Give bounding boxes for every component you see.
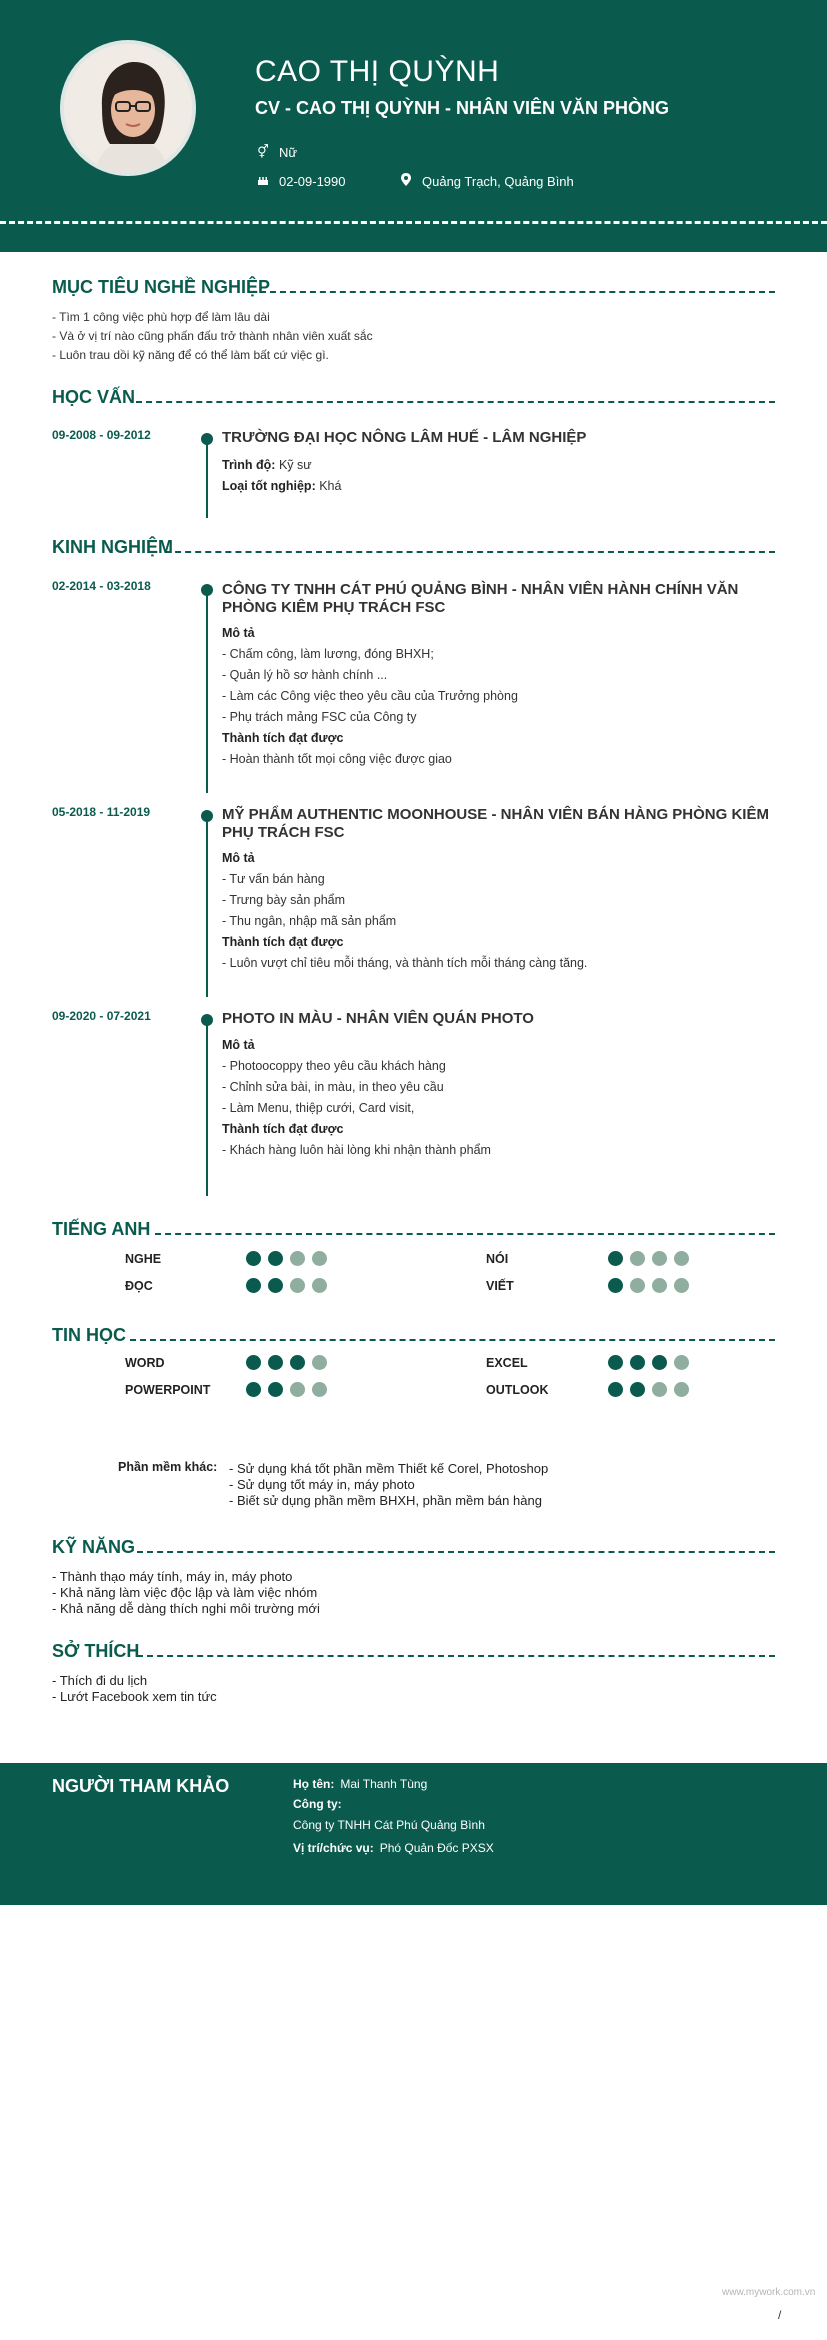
english-title: TIẾNG ANH bbox=[52, 1219, 151, 1239]
description-line: - Chấm công, làm lương, đóng BHXH; bbox=[222, 647, 434, 661]
rating-dot-filled bbox=[608, 1355, 623, 1370]
other-software-line: - Sử dụng khá tốt phần mềm Thiết kế Corel, Photoshop bbox=[229, 1461, 549, 1476]
rating-dot-filled bbox=[290, 1355, 305, 1370]
rating-dot-filled bbox=[608, 1278, 623, 1293]
achievement-label: Thành tích đạt được bbox=[222, 1122, 344, 1136]
experience-title-1: CÔNG TY TNHH CÁT PHÚ QUẢNG BÌNH - NHÂN VIÊN HÀNH CHÍNH VĂN PHÒNG KIÊM PHỤ TRÁCH FSC bbox=[222, 581, 739, 616]
it-title: TIN HỌC bbox=[52, 1325, 126, 1345]
hobbies-list bbox=[52, 1673, 217, 1705]
skill-name: WORD bbox=[125, 1356, 165, 1370]
rating-dot-filled bbox=[268, 1355, 283, 1370]
reference-position-label: Vị trí/chức vụ: bbox=[293, 1841, 374, 1855]
achievement-line: - Hoàn thành tốt mọi công việc được giao bbox=[222, 752, 452, 766]
experience-body-3 bbox=[222, 1035, 782, 1161]
education-details bbox=[222, 455, 782, 497]
rating-dot-filled bbox=[630, 1355, 645, 1370]
other-software-list bbox=[229, 1461, 548, 1509]
experience-title-3: PHOTO IN MÀU - NHÂN VIÊN QUÁN PHOTO bbox=[222, 1010, 534, 1027]
rating-dot-empty bbox=[674, 1251, 689, 1266]
gender-row bbox=[255, 144, 297, 160]
address-value: Quảng Trạch, Quảng Bình bbox=[422, 173, 574, 189]
achievement-line: - Luôn vượt chỉ tiêu mỗi tháng, và thành tích mỗi tháng càng tăng. bbox=[222, 956, 588, 970]
timeline-line bbox=[206, 814, 208, 997]
address-row bbox=[398, 173, 574, 189]
description-line: - Phụ trách mảng FSC của Công ty bbox=[222, 710, 417, 724]
hobby-line: - Lướt Facebook xem tin tức bbox=[52, 1689, 217, 1704]
reference-name-label: Họ tên: bbox=[293, 1777, 335, 1791]
skill-name: VIẾT bbox=[486, 1279, 514, 1293]
avatar bbox=[60, 40, 196, 176]
skill-rating bbox=[608, 1251, 689, 1266]
experience-date: 05-2018 - 11-2019 bbox=[52, 805, 151, 819]
timeline-line bbox=[206, 436, 208, 518]
skills-list bbox=[52, 1569, 320, 1617]
english-divider bbox=[155, 1233, 775, 1235]
rating-dot-empty bbox=[652, 1251, 667, 1266]
rating-dot-empty bbox=[630, 1251, 645, 1266]
rating-dot-empty bbox=[674, 1382, 689, 1397]
level-value: Kỹ sư bbox=[278, 458, 312, 472]
level-label: Trình độ: bbox=[222, 458, 276, 472]
rating-dot-filled bbox=[246, 1278, 261, 1293]
description-line: - Làm Menu, thiệp cưới, Card visit, bbox=[222, 1101, 415, 1115]
rating-dot-empty bbox=[630, 1278, 645, 1293]
achievement-label: Thành tích đạt được bbox=[222, 731, 344, 745]
experience-divider bbox=[165, 551, 775, 553]
skill-name: NÓI bbox=[486, 1252, 509, 1266]
reference-position: Phó Quản Đốc PXSX bbox=[379, 1841, 494, 1855]
description-label: Mô tả bbox=[222, 626, 255, 640]
rating-dot-empty bbox=[674, 1355, 689, 1370]
location-pin-icon bbox=[398, 173, 414, 189]
rating-dot-empty bbox=[312, 1278, 327, 1293]
timeline-line bbox=[206, 588, 208, 793]
timeline-line bbox=[206, 1018, 208, 1196]
it-divider bbox=[130, 1339, 775, 1341]
education-title: HỌC VẤN bbox=[52, 387, 136, 407]
other-software-line: - Biết sử dụng phần mềm BHXH, phần mềm bán hàng bbox=[229, 1493, 542, 1508]
rating-dot-filled bbox=[652, 1355, 667, 1370]
skill-name: EXCEL bbox=[486, 1356, 528, 1370]
rating-dot-empty bbox=[674, 1278, 689, 1293]
description-line: - Trưng bày sản phẩm bbox=[222, 893, 346, 907]
timeline-dot bbox=[201, 584, 213, 596]
gender-icon: ⚥ bbox=[257, 144, 269, 159]
cv-title: CV - CAO THỊ QUỲNH - NHÂN VIÊN VĂN PHÒNG bbox=[255, 98, 670, 118]
experience-date: 02-2014 - 03-2018 bbox=[52, 579, 151, 593]
description-line: - Quản lý hồ sơ hành chính ... bbox=[222, 668, 388, 682]
experience-date: 09-2020 - 07-2021 bbox=[52, 1009, 151, 1023]
rating-dot-filled bbox=[246, 1355, 261, 1370]
objective-line: - Và ở vị trí nào cũng phấn đấu trở thành nhân viên xuất sắc bbox=[52, 329, 373, 343]
timeline-dot bbox=[201, 433, 213, 445]
hobby-line: - Thích đi du lịch bbox=[52, 1673, 148, 1688]
skill-name: NGHE bbox=[125, 1252, 162, 1266]
skill-rating bbox=[608, 1278, 689, 1293]
description-line: - Làm các Công việc theo yêu cầu của Trưởng phòng bbox=[222, 689, 518, 703]
skill-rating bbox=[608, 1382, 689, 1397]
rating-dot-empty bbox=[652, 1278, 667, 1293]
cake-icon bbox=[255, 174, 271, 189]
objective-title: MỤC TIÊU NGHỀ NGHIỆP bbox=[52, 277, 271, 297]
skill-rating bbox=[246, 1278, 327, 1293]
skills-title: KỸ NĂNG bbox=[52, 1537, 136, 1557]
experience-body-2 bbox=[222, 848, 782, 974]
objective-divider bbox=[260, 291, 775, 293]
skill-rating bbox=[608, 1355, 689, 1370]
other-software-label: Phần mềm khác: bbox=[118, 1460, 218, 1474]
reference-name-row bbox=[293, 1777, 427, 1791]
header-divider bbox=[0, 221, 827, 224]
experience-body-1 bbox=[222, 623, 782, 770]
grade-label: Loại tốt nghiệp: bbox=[222, 479, 316, 493]
hobbies-title: SỞ THÍCH bbox=[52, 1641, 140, 1661]
education-school: TRƯỜNG ĐẠI HỌC NÔNG LÂM HUẾ - LÂM NGHIỆP bbox=[222, 429, 587, 446]
objective-text bbox=[52, 308, 373, 365]
experience-title-2: MỸ PHẨM AUTHENTIC MOONHOUSE - NHÂN VIÊN BÁN HÀNG PHÒNG KIÊM PHỤ TRÁCH FSC bbox=[222, 806, 769, 841]
skill-rating bbox=[246, 1382, 327, 1397]
description-line: - Chỉnh sửa bài, in màu, in theo yêu cầu bbox=[222, 1080, 444, 1094]
timeline-dot bbox=[201, 1014, 213, 1026]
skill-line: - Khả năng dễ dàng thích nghi môi trường mới bbox=[52, 1601, 320, 1616]
page-mark: / bbox=[778, 2308, 782, 2322]
rating-dot-filled bbox=[246, 1251, 261, 1266]
rating-dot-empty bbox=[290, 1382, 305, 1397]
rating-dot-empty bbox=[312, 1355, 327, 1370]
education-divider bbox=[136, 401, 775, 403]
rating-dot-filled bbox=[268, 1382, 283, 1397]
skill-line: - Thành thạo máy tính, máy in, máy photo bbox=[52, 1569, 293, 1584]
skill-rating bbox=[246, 1355, 327, 1370]
rating-dot-filled bbox=[246, 1382, 261, 1397]
experience-title: KINH NGHIỆM bbox=[52, 537, 173, 557]
other-software-line: - Sử dụng tốt máy in, máy photo bbox=[229, 1477, 415, 1492]
description-line: - Thu ngân, nhập mã sản phẩm bbox=[222, 914, 397, 928]
skill-name: POWERPOINT bbox=[125, 1383, 211, 1397]
rating-dot-empty bbox=[290, 1278, 305, 1293]
birthday-value: 02-09-1990 bbox=[279, 174, 346, 189]
skill-line: - Khả năng làm việc độc lập và làm việc nhóm bbox=[52, 1585, 318, 1600]
reference-company-row bbox=[293, 1818, 485, 1832]
timeline-dot bbox=[201, 810, 213, 822]
reference-title: NGƯỜI THAM KHẢO bbox=[52, 1776, 230, 1796]
rating-dot-filled bbox=[630, 1382, 645, 1397]
skill-rating bbox=[246, 1251, 327, 1266]
watermark: www.mywork.com.vn bbox=[722, 2287, 816, 2298]
rating-dot-filled bbox=[268, 1251, 283, 1266]
rating-dot-empty bbox=[290, 1251, 305, 1266]
birthday-row bbox=[255, 174, 346, 189]
skills-divider bbox=[137, 1551, 775, 1553]
rating-dot-empty bbox=[312, 1251, 327, 1266]
reference-company: Công ty TNHH Cát Phú Quảng Bình bbox=[293, 1818, 485, 1832]
rating-dot-empty bbox=[312, 1382, 327, 1397]
skill-name: OUTLOOK bbox=[486, 1383, 549, 1397]
achievement-label: Thành tích đạt được bbox=[222, 935, 344, 949]
reference-name: Mai Thanh Tùng bbox=[340, 1777, 428, 1791]
description-line: - Tư vấn bán hàng bbox=[222, 872, 325, 886]
achievement-line: - Khách hàng luôn hài lòng khi nhận thành phẩm bbox=[222, 1143, 491, 1157]
rating-dot-filled bbox=[268, 1278, 283, 1293]
description-label: Mô tả bbox=[222, 851, 255, 865]
objective-line: - Tìm 1 công việc phù hợp để làm lâu dài bbox=[52, 310, 270, 324]
reference-company-label-row bbox=[293, 1797, 348, 1811]
rating-dot-filled bbox=[608, 1251, 623, 1266]
gender-value: Nữ bbox=[279, 144, 298, 160]
rating-dot-empty bbox=[652, 1382, 667, 1397]
skill-name: ĐỌC bbox=[125, 1279, 153, 1293]
grade-value: Khá bbox=[319, 479, 342, 493]
hobbies-divider bbox=[137, 1655, 775, 1657]
reference-position-row bbox=[293, 1841, 494, 1855]
rating-dot-filled bbox=[608, 1382, 623, 1397]
objective-line: - Luôn trau dồi kỹ năng để có thể làm bất cứ việc gì. bbox=[52, 348, 329, 362]
candidate-name: CAO THỊ QUỲNH bbox=[255, 55, 500, 88]
description-label: Mô tả bbox=[222, 1038, 255, 1052]
reference-company-label: Công ty: bbox=[293, 1797, 342, 1811]
education-date: 09-2008 - 09-2012 bbox=[52, 428, 151, 442]
description-line: - Photoocoppy theo yêu cầu khách hàng bbox=[222, 1059, 446, 1073]
